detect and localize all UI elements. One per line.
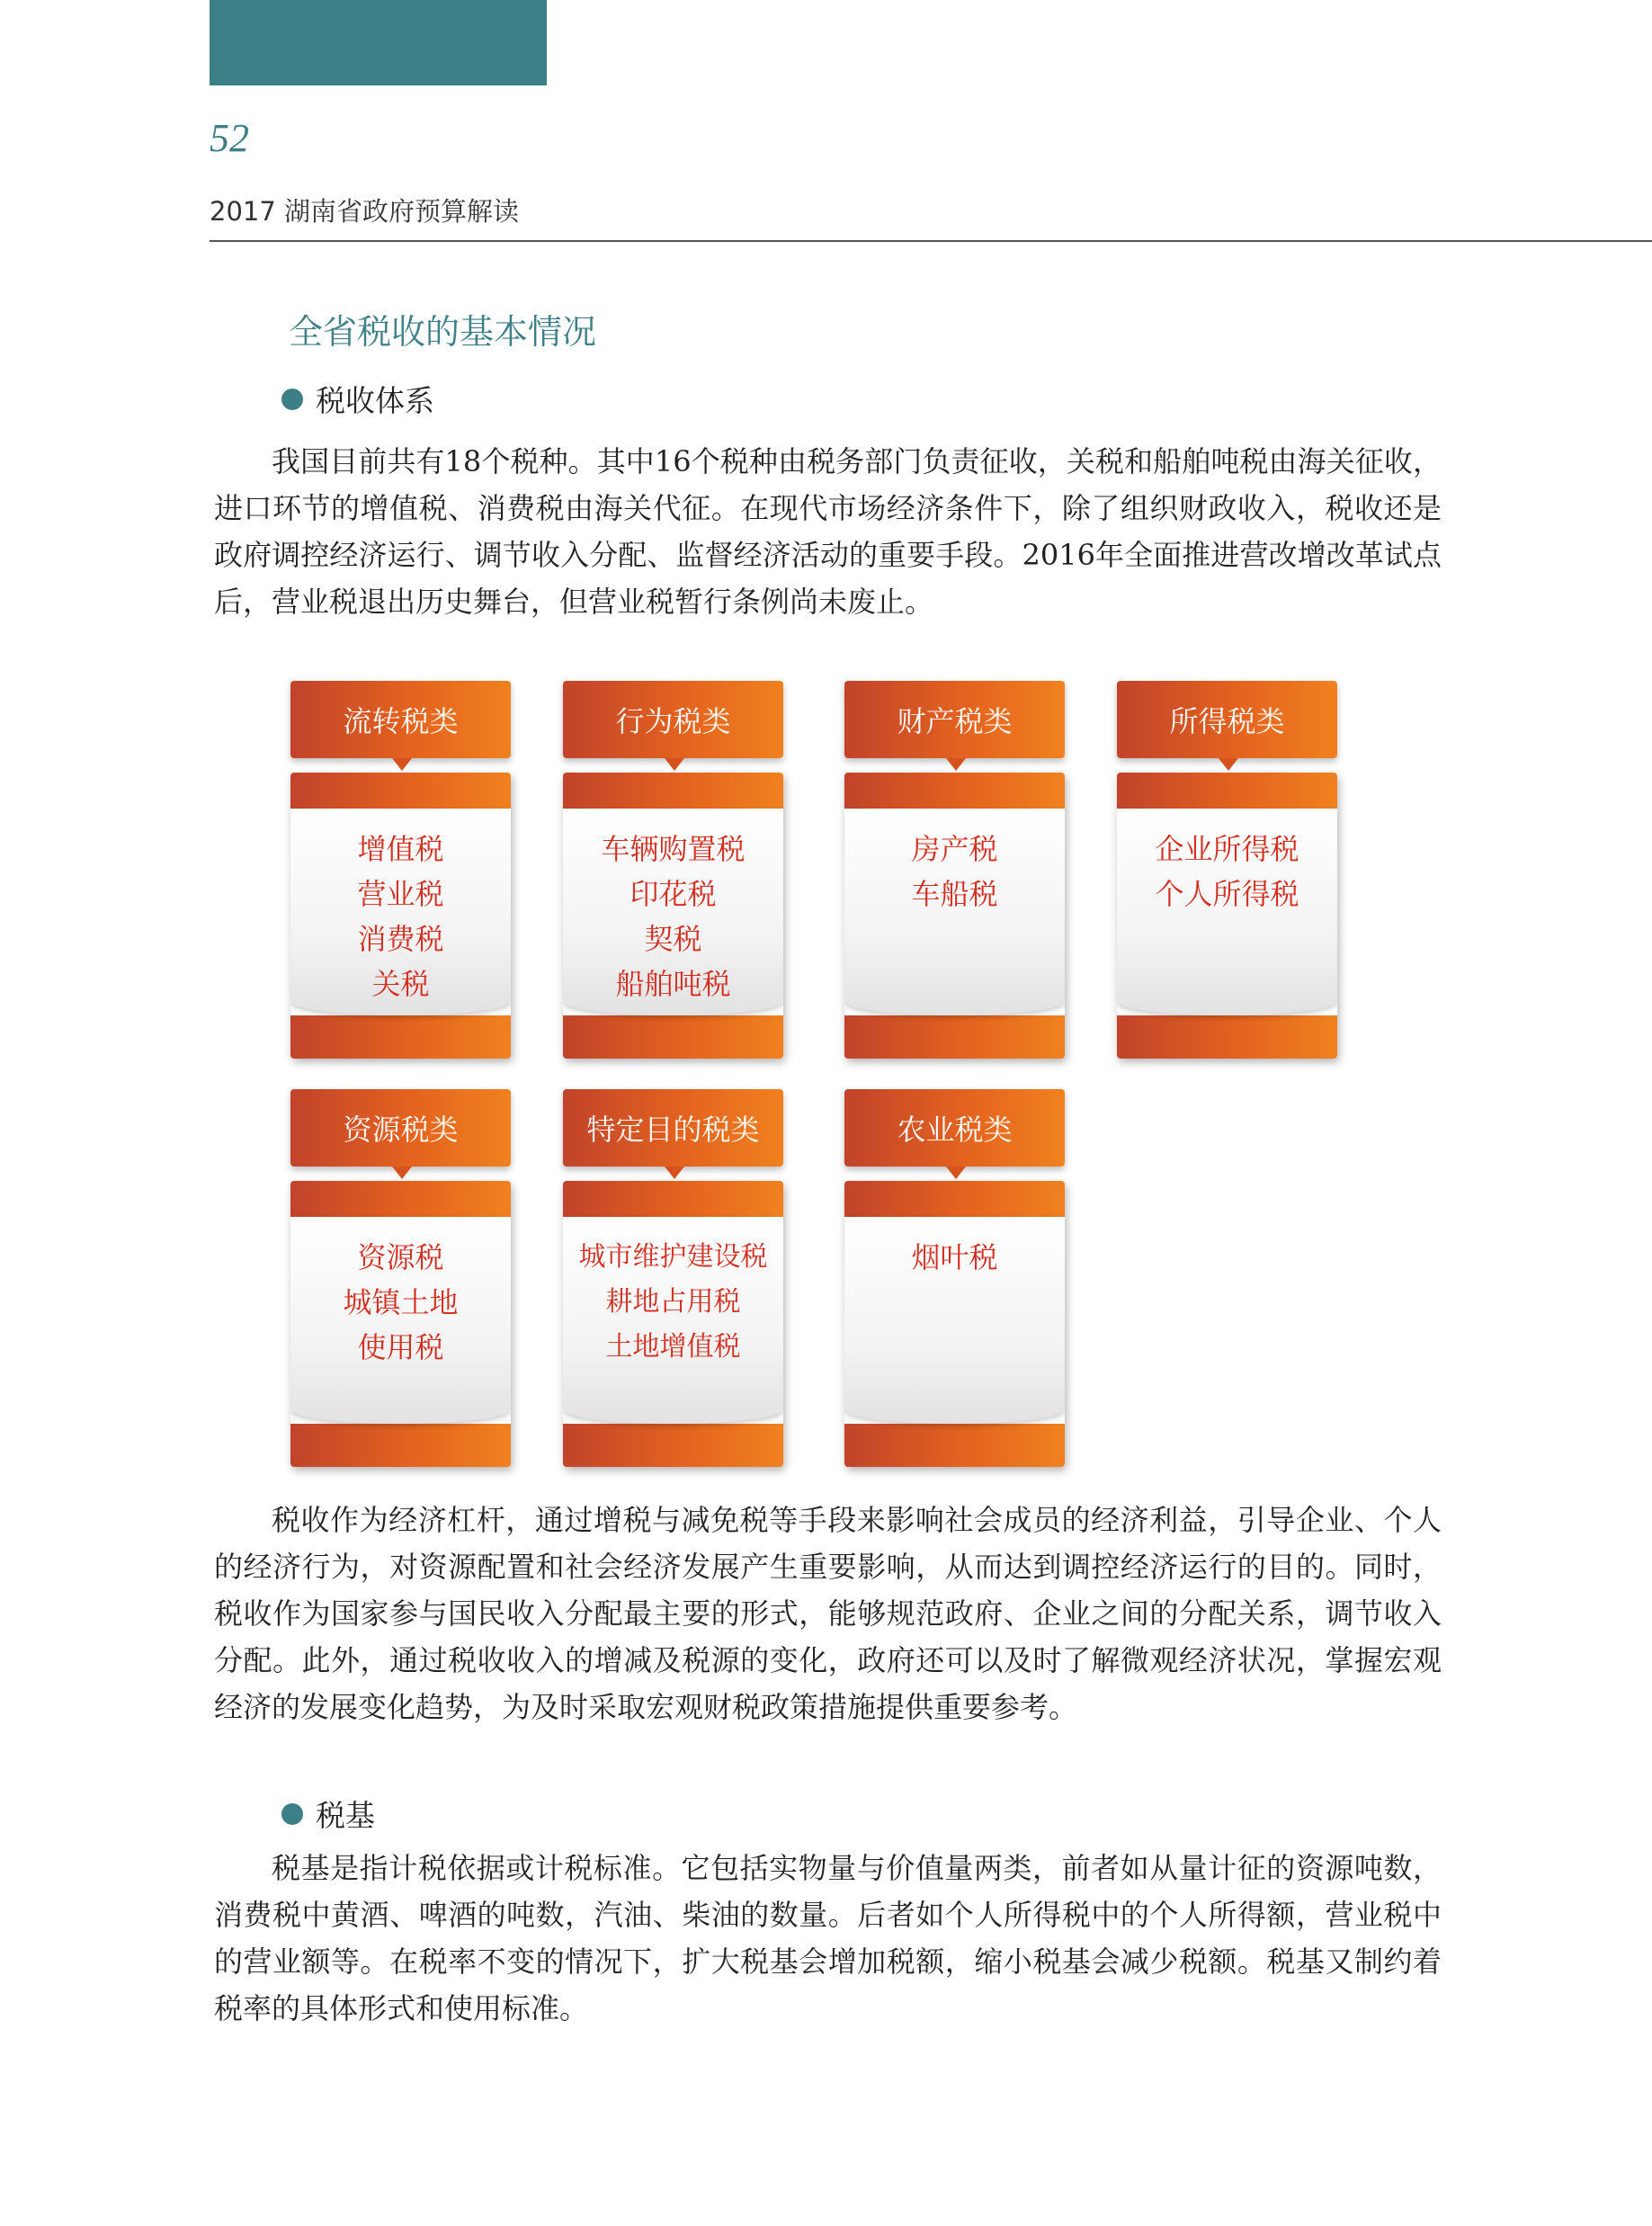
category-title: 行为税类	[563, 681, 783, 758]
bullet-dot-icon	[281, 389, 303, 410]
category-title: 所得税类	[1117, 681, 1337, 758]
page-number: 52	[210, 116, 249, 160]
tax-item: 烟叶税	[911, 1240, 998, 1274]
tax-item: 使用税	[357, 1330, 444, 1364]
category-title: 农业税类	[844, 1089, 1065, 1167]
category-body	[290, 1181, 511, 1467]
subhead-label: 税收体系	[316, 383, 434, 418]
category-title: 资源税类	[290, 1089, 511, 1167]
category-title: 财产税类	[844, 681, 1065, 758]
tax-item: 个人所得税	[1155, 877, 1299, 911]
tax-item: 车辆购置税	[601, 832, 746, 866]
tax-category-card	[844, 681, 1065, 1059]
bullet-dot-icon	[281, 1803, 303, 1825]
header-color-bar	[210, 0, 547, 85]
tax-item: 企业所得税	[1155, 832, 1299, 866]
paragraph-tax-base: 税基是指计税依据或计税标准。它包括实物量与价值量两类，前者如从量计征的资源吨数，消费税中黄酒、啤酒的吨数，汽油、柴油的数量。后者如个人所得税中的个人所得额，营业税中的营业额等。在税率不变的情况下，扩大税基会增加税额，缩小税基会减少税额。税基又制约着税率的具体形式和使用标准。	[214, 1851, 1442, 2025]
paragraph-tax-function: 税收作为经济杠杆，通过增税与减免税等手段来影响社会成员的经济利益，引导企业、个人的经济行为，对资源配置和社会经济发展产生重要影响，从而达到调控经济运行的目的。同时，税收作为国家参与国民收入分配最主要的形式，能够规范政府、企业之间的分配关系，调节收入分配。此外，通过税收收入的增减及税源的变化，政府还可以及时了解微观经济状况，掌握宏观经济的发展变化趋势，为及时采取宏观财税政策措施提供重要参考。	[214, 1503, 1442, 1724]
tax-item: 车船税	[911, 877, 998, 911]
paragraph-tax-system: 我国目前共有18个税种。其中16个税种由税务部门负责征收，关税和船舶吨税由海关征收，进口环节的增值税、消费税由海关代征。在现代市场经济条件下，除了组织财政收入，税收还是政府调控经济运行、调节收入分配、监督经济活动的重要手段。2016年全面推进营改增改革试点后，营业税退出历史舞台，但营业税暂行条例尚未废止。	[214, 444, 1442, 619]
subhead-label: 税基	[316, 1798, 375, 1833]
tax-item: 船舶吨税	[615, 967, 731, 1001]
tax-category-card	[290, 681, 511, 1059]
category-body	[563, 773, 783, 1059]
tax-item: 城市维护建设税	[578, 1241, 768, 1273]
category-title: 流转税类	[290, 681, 511, 758]
category-body	[563, 1181, 783, 1467]
section-title: 全省税收的基本情况	[289, 312, 597, 352]
category-body	[844, 1181, 1065, 1467]
tax-item: 土地增值税	[605, 1331, 741, 1363]
tax-category-card	[844, 1089, 1065, 1467]
tax-item: 资源税	[357, 1240, 444, 1274]
tax-category-card	[1117, 681, 1337, 1059]
running-title: 2017 湖南省政府预算解读	[210, 196, 520, 227]
tax-item: 增值税	[357, 832, 444, 866]
tax-category-card	[563, 681, 783, 1059]
tax-category-card	[563, 1089, 783, 1467]
subhead-tax-base	[281, 1792, 375, 1835]
tax-item: 关税	[371, 967, 430, 1001]
tax-item: 房产税	[911, 832, 998, 866]
tax-item: 耕地占用税	[605, 1286, 741, 1318]
tax-item: 城镇土地	[343, 1285, 459, 1319]
subhead-tax-system	[281, 378, 434, 420]
tax-item: 消费税	[357, 922, 444, 956]
tax-item: 印花税	[630, 877, 717, 911]
category-body	[1117, 773, 1337, 1059]
tax-category-card	[290, 1089, 511, 1467]
category-title: 特定目的税类	[563, 1089, 783, 1167]
header-divider	[210, 240, 1652, 242]
category-body	[844, 773, 1065, 1059]
tax-item: 契税	[644, 922, 702, 956]
category-body	[290, 773, 511, 1059]
tax-item: 营业税	[357, 877, 444, 911]
